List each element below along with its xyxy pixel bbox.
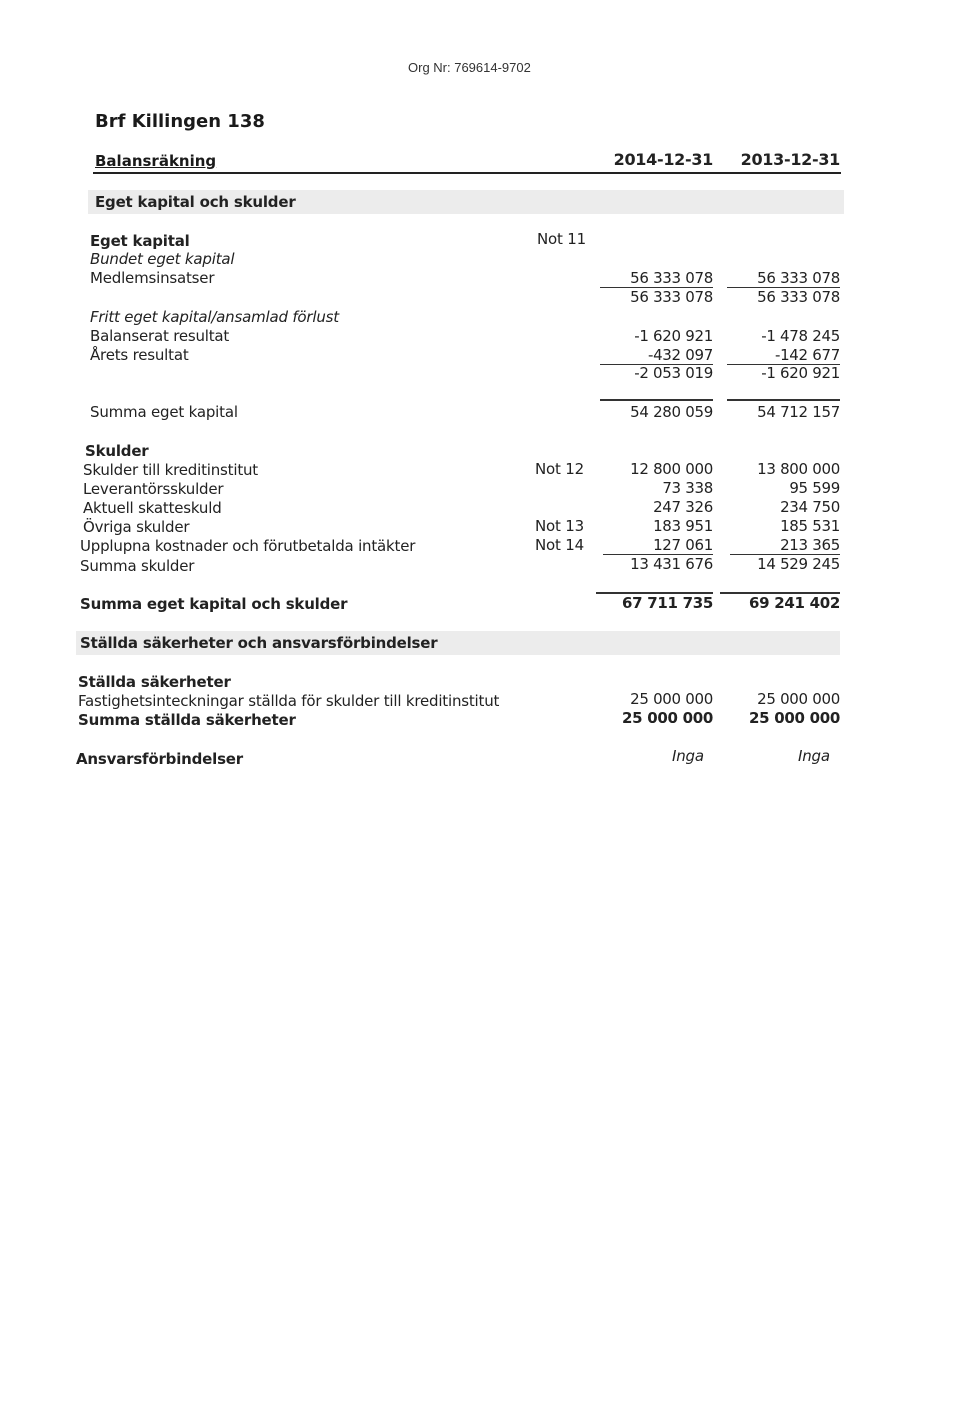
row-label-summa-eget-kapital-och-skulder: Summa eget kapital och skulder: [80, 595, 348, 613]
note-13: Not 13: [535, 517, 584, 535]
row-label-summa-eget-kapital: Summa eget kapital: [90, 403, 238, 421]
value-fritt-sum-2013: -1 620 921: [761, 364, 840, 382]
statement-title: Balansräkning: [95, 152, 217, 170]
value-summa-eget-kapital-2013: 54 712 157: [757, 403, 840, 421]
value-medlemsinsatser-2014: 56 333 078: [630, 269, 713, 287]
overline-summa-eget-kapital-2013: [727, 399, 840, 401]
value-arets-2013: -142 677: [774, 346, 840, 364]
value-total-2014: 67 711 735: [622, 594, 713, 612]
column-header-2013: 2013-12-31: [740, 150, 840, 169]
value-fastighetsinteckningar-2014: 25 000 000: [630, 690, 713, 708]
row-label-medlemsinsatser: Medlemsinsatser: [90, 269, 215, 287]
value-ansvarsforbindelser-2013: Inga: [798, 747, 830, 765]
value-aktuell-skatteskuld-2014: 247 326: [653, 498, 713, 516]
value-upplupna-kostnader-2014: 127 061: [653, 536, 713, 554]
value-leverantorsskulder-2014: 73 338: [662, 479, 713, 497]
value-balanserat-2013: -1 478 245: [761, 327, 840, 345]
value-summa-eget-kapital-2014: 54 280 059: [630, 403, 713, 421]
row-label-ovriga-skulder: Övriga skulder: [83, 518, 190, 536]
value-total-2013: 69 241 402: [749, 594, 840, 612]
heading-fritt-eget-kapital: Fritt eget kapital/ansamlad förlust: [90, 308, 339, 326]
note-14: Not 14: [535, 536, 584, 554]
header-rule: [93, 172, 841, 174]
value-summa-skulder-2013: 14 529 245: [757, 555, 840, 573]
value-ovriga-skulder-2013: 185 531: [780, 517, 840, 535]
value-ansvarsforbindelser-2014: Inga: [672, 747, 704, 765]
value-summa-skulder-2014: 13 431 676: [630, 555, 713, 573]
org-number: Org Nr: 769614-9702: [408, 60, 531, 75]
company-name: Brf Killingen 138: [95, 111, 265, 132]
value-ovriga-skulder-2014: 183 951: [653, 517, 713, 535]
value-summa-stallda-2014: 25 000 000: [622, 709, 713, 727]
heading-stallda-sakerheter: Ställda säkerheter: [78, 673, 231, 691]
value-leverantorsskulder-2013: 95 599: [789, 479, 840, 497]
value-medlemsinsatser-2013: 56 333 078: [757, 269, 840, 287]
column-header-2014: 2014-12-31: [613, 150, 713, 169]
value-arets-2014: -432 097: [647, 346, 713, 364]
note-12: Not 12: [535, 460, 584, 478]
row-label-summa-skulder: Summa skulder: [80, 557, 195, 575]
heading-bundet-eget-kapital: Bundet eget kapital: [90, 250, 235, 268]
value-upplupna-kostnader-2013: 213 365: [780, 536, 840, 554]
note-11: Not 11: [537, 230, 586, 248]
row-label-aktuell-skatteskuld: Aktuell skatteskuld: [83, 499, 222, 517]
heading-skulder: Skulder: [85, 442, 149, 460]
value-fastighetsinteckningar-2013: 25 000 000: [757, 690, 840, 708]
row-label-skulder-kreditinstitut: Skulder till kreditinstitut: [83, 461, 258, 479]
value-summa-stallda-2013: 25 000 000: [749, 709, 840, 727]
value-bundet-sum-2014: 56 333 078: [630, 288, 713, 306]
value-bundet-sum-2013: 56 333 078: [757, 288, 840, 306]
value-skulder-kreditinstitut-2014: 12 800 000: [630, 460, 713, 478]
row-label-upplupna-kostnader: Upplupna kostnader och förutbetalda intäkter: [80, 537, 416, 555]
row-label-leverantorsskulder: Leverantörsskulder: [83, 480, 224, 498]
value-balanserat-2014: -1 620 921: [634, 327, 713, 345]
value-skulder-kreditinstitut-2013: 13 800 000: [757, 460, 840, 478]
value-aktuell-skatteskuld-2013: 234 750: [780, 498, 840, 516]
overline-summa-eget-kapital-2014: [600, 399, 713, 401]
section-title-stallda-sakerheter-och-ansvarsforbindelser: Ställda säkerheter och ansvarsförbindelser: [80, 634, 438, 652]
row-label-summa-stallda-sakerheter: Summa ställda säkerheter: [78, 711, 296, 729]
row-label-fastighetsinteckningar: Fastighetsinteckningar ställda för skulder till kreditinstitut: [78, 692, 500, 710]
row-label-ansvarsforbindelser: Ansvarsförbindelser: [76, 750, 243, 768]
heading-eget-kapital: Eget kapital: [90, 232, 190, 250]
value-fritt-sum-2014: -2 053 019: [634, 364, 713, 382]
row-label-balanserat-resultat: Balanserat resultat: [90, 327, 230, 345]
row-label-arets-resultat: Årets resultat: [90, 346, 189, 364]
section-title-eget-kapital-och-skulder: Eget kapital och skulder: [95, 193, 296, 211]
